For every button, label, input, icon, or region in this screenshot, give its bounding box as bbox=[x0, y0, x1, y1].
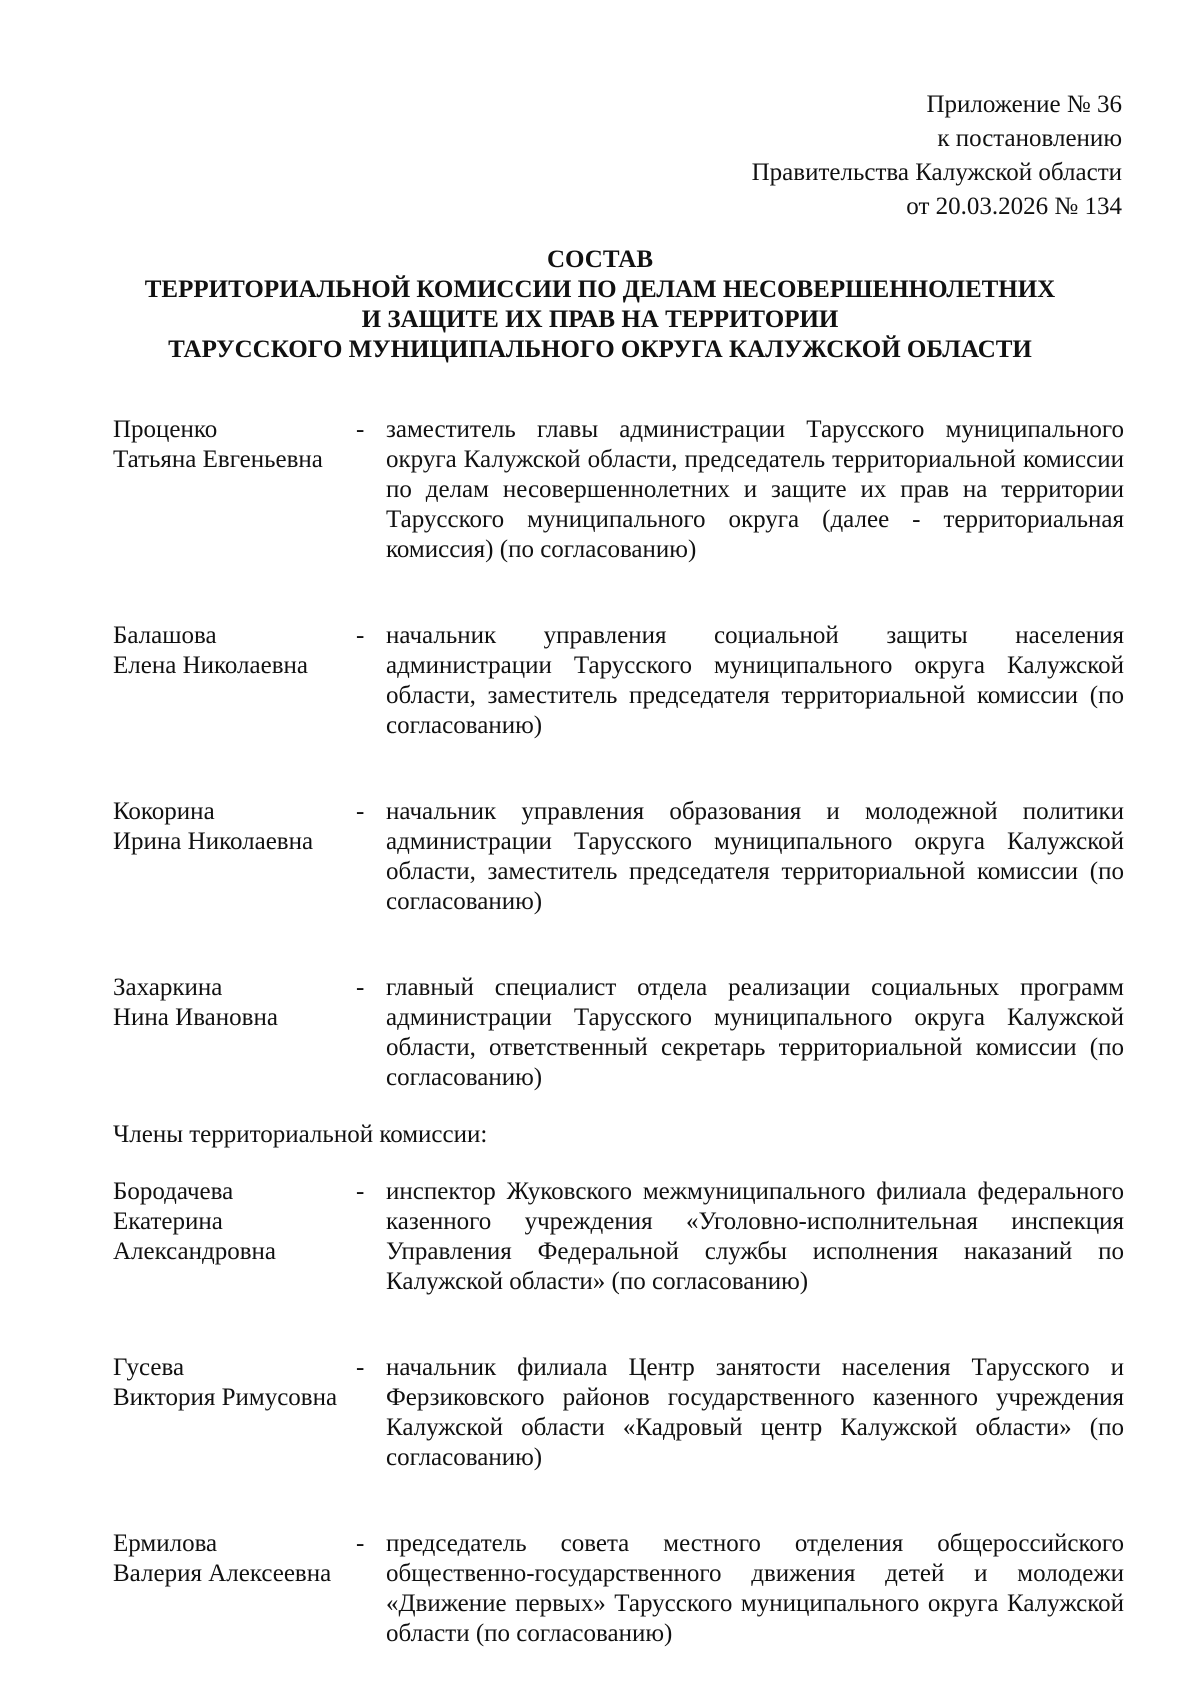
member-row bbox=[113, 1529, 1123, 1649]
title-line: И ЗАЩИТЕ ИХ ПРАВ НА ТЕРРИТОРИИ bbox=[361, 306, 839, 333]
member-dash: - bbox=[356, 798, 365, 825]
member-given-names: Валерия Алексеевна bbox=[113, 1560, 332, 1587]
member-surname: Балашова bbox=[113, 622, 217, 649]
member-name bbox=[113, 1177, 355, 1297]
member-description: заместитель главы администрации Тарусского муниципального округа Калужской области, председатель территориальной комиссии по делам несовершеннолетних и защите их прав на территории Тарусского муниципального округа (далее - территориальная комиссия) (по согласованию) bbox=[386, 416, 1124, 563]
member-given-names: Ирина Николаевна bbox=[113, 828, 314, 855]
member-description: начальник филиала Центр занятости населения Тарусского и Ферзиковского районов государственного казенного учреждения Калужской области «Кадровый центр Калужской области» (по согласованию) bbox=[386, 1354, 1124, 1471]
member-row bbox=[113, 1177, 1123, 1297]
member-name bbox=[113, 621, 355, 741]
member-surname: Захаркина bbox=[113, 974, 223, 1001]
member-surname: Кокорина bbox=[113, 798, 215, 825]
member-row-chair bbox=[113, 415, 1123, 565]
member-dash: - bbox=[356, 1354, 365, 1381]
member-description: главный специалист отдела реализации социальных программ администрации Тарусского муниципального округа Калужской области, ответственный секретарь территориальной комиссии (по согласованию) bbox=[386, 974, 1124, 1091]
member-surname: Проценко bbox=[113, 416, 218, 443]
members-section-label: Члены территориальной комиссии: bbox=[113, 1121, 488, 1148]
member-surname: Гусева bbox=[113, 1354, 185, 1381]
member-given-names: Татьяна Евгеньевна bbox=[113, 446, 323, 473]
appendix-number: Приложение № 36 bbox=[926, 91, 1122, 118]
document-title bbox=[0, 245, 1200, 365]
member-row bbox=[113, 1353, 1123, 1473]
member-surname: Ермилова bbox=[113, 1530, 218, 1557]
member-description: начальник управления социальной защиты населения администрации Тарусского муниципального округа Калужской области, заместитель председателя территориальной комиссии (по согласованию) bbox=[386, 622, 1124, 739]
member-given-names: Нина Ивановна bbox=[113, 1004, 278, 1031]
title-line: СОСТАВ bbox=[546, 246, 654, 273]
member-name bbox=[113, 1353, 355, 1473]
title-line: ТЕРРИТОРИАЛЬНОЙ КОМИССИИ ПО ДЕЛАМ НЕСОВЕРШЕННОЛЕТНИХ bbox=[144, 276, 1056, 303]
member-given-names: Елена Николаевна bbox=[113, 652, 308, 679]
member-patronymic: Александровна bbox=[113, 1238, 277, 1265]
member-row-deputy-1 bbox=[113, 621, 1123, 741]
member-description: инспектор Жуковского межмуниципального филиала федерального казенного учреждения «Уголовно-исполнительная инспекция Управления Федеральной службы исполнения наказаний по Калужской области» (по согласованию) bbox=[386, 1178, 1124, 1295]
member-name bbox=[113, 797, 355, 917]
appendix-date-number: от 20.03.2026 № 134 bbox=[906, 193, 1122, 220]
member-description: начальник управления образования и молодежной политики администрации Тарусского муниципального округа Калужской области, заместитель председателя территориальной комиссии (по согласованию) bbox=[386, 798, 1124, 915]
member-name bbox=[113, 973, 355, 1093]
member-name bbox=[113, 415, 355, 565]
member-dash: - bbox=[356, 622, 365, 649]
title-line: ТАРУССКОГО МУНИЦИПАЛЬНОГО ОКРУГА КАЛУЖСКОЙ ОБЛАСТИ bbox=[168, 336, 1032, 363]
member-dash: - bbox=[356, 1530, 365, 1557]
member-surname: Бородачева bbox=[113, 1178, 234, 1205]
appendix-government: Правительства Калужской области bbox=[751, 159, 1122, 186]
member-row-deputy-2 bbox=[113, 797, 1123, 917]
member-name bbox=[113, 1529, 355, 1649]
member-dash: - bbox=[356, 974, 365, 1001]
commission-list bbox=[113, 415, 1123, 1649]
appendix-block bbox=[752, 88, 1122, 224]
member-description: председатель совета местного отделения общероссийского общественно-государственного движения детей и молодежи «Движение первых» Тарусского муниципального округа Калужской области (по согласованию) bbox=[386, 1530, 1124, 1647]
member-given-name: Екатерина bbox=[113, 1208, 223, 1235]
member-dash: - bbox=[356, 1178, 365, 1205]
member-dash: - bbox=[356, 416, 365, 443]
appendix-resolution-ref: к постановлению bbox=[937, 125, 1122, 152]
member-given-names: Виктория Римусовна bbox=[113, 1384, 338, 1411]
member-row-secretary bbox=[113, 973, 1123, 1093]
